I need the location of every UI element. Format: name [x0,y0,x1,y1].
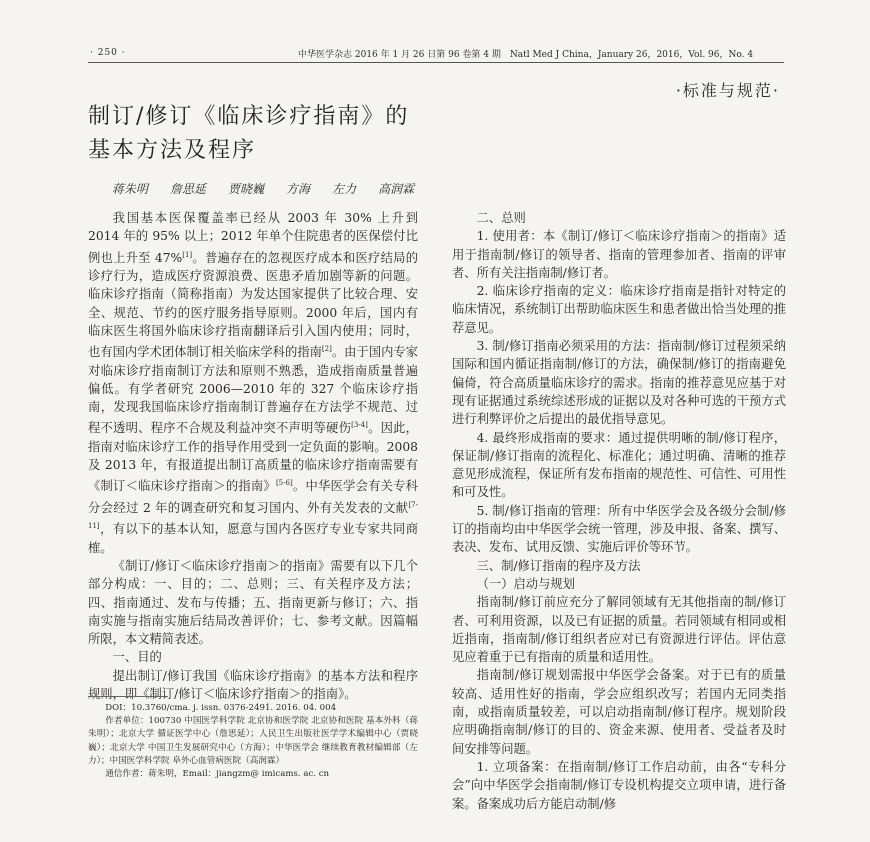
subsection-heading-start: （一）启动与规划 [476,576,575,591]
section-heading-procedure: 三、制/修订指南的程序及方法 [476,558,641,573]
page-number: · 250 · [90,48,126,58]
general-item-5: 5. 制/修订指南的管理：所有中华医学会及各级分会制/修订的指南均由中华医学会统一管理，涉及申报、备案、撰写、表决、发布、试用反馈、实施后评价等环节。 [452,503,786,555]
citation: [7-11] [88,500,418,531]
citation: [2] [321,345,332,354]
header-rule [88,62,784,63]
general-item-3: 3. 制/修订指南必须采用的方法：指南制/修订过程须采纳国际和国内循证指南制/修订的方法，确保制/修订的指南避免偏倚，符合高质量临床诊疗的需求。指南的推荐意见应基于对现有证据通过系统综述形成的证据以及对各种可选的干预方式进行利弊评价之后提出的最优指导意见。 [452,339,786,427]
footnotes [88,702,418,781]
section-heading-general: 二、总则 [476,211,526,225]
affiliation-note: 作者单位：100730 中国医学科学院 北京协和医学院 北京协和医院 基本外科（蒋朱明）；北京大学 循证医学中心（詹思延）；人民卫生出版社医学学术编辑中心（贾晓巍）；北京大学 中国卫生发展研究中心（方海）；中华医学会 继续教育教材编辑部（左力）；中国医学科学院 阜外心血管病医院（高润霖） [88,716,418,766]
journal-header: 中华医学杂志 2016 年 1 月 26 日第 96 卷第 4 期 Natl Med J China，January 26，2016，Vol. 96，No. 4 [298,50,754,60]
purpose-paragraph: 提出制订/修订我国《临床诊疗指南》的基本方法和程序规则，即《制订/修订＜临床诊疗指南＞的指南》。 [88,668,418,701]
author: 贾晓巍 [228,182,265,196]
section-heading-purpose: 一、目的 [112,650,162,665]
section-tag: ·标准与规范· [675,81,780,100]
structure-paragraph: 《制订/修订＜临床诊疗指南＞的指南》需要有以下几个部分构成：一、目的；二、总则；三、有关程序及方法；四、指南通过、发布与传播；五、指南更新与修订；六、指南实施与指南实施后结局改善评价；七、参考文献。因篇幅所限，本文精简表述。 [88,558,418,647]
citation: [5-6] [275,479,293,488]
general-item-4: 4. 最终形成指南的要求：通过提供明晰的制/修订程序，保证制/修订指南的流程化、标准化；通过明确、清晰的推荐意见形成流程，保证所有发布指南的规范性、可信性、可用性和可及性。 [452,430,786,500]
author: 詹思延 [170,182,207,196]
title-line-2: 基本方法及程序 [88,138,257,163]
general-item-2: 2. 临床诊疗指南的定义：临床诊疗指南是指针对特定的临床情况，系统制订出帮助临床医生和患者做出恰当处理的推荐意见。 [452,284,786,335]
procedure-paragraph-1: 指南制/修订前应充分了解同领域有无其他指南的制/修订者、可利用资源，以及已有证据的质量。若同领域有相同或相近指南，指南制/修订组织者应对已有资源进行评估。评估意见应着重于已有指南的质量和适用性。 [452,595,786,665]
doi-line: DOI：10.3760/cma. j. issn. 0376-2491. 2016. 04. 004 [105,703,337,713]
correspondence-note: 通信作者：蒋朱明，Email：jiangzm@ imicams. ac. cn [105,769,330,780]
general-item-1: 1. 使用者：本《制订/修订＜临床诊疗指南＞的指南》适用于指南制/修订的领导者、指南的管理参加者、指南的评审者、所有关注指南制/修订者。 [452,229,786,280]
left-column [88,209,418,703]
procedure-paragraph-3: 1. 立项备案：在指南制/修订工作启动前，由各“专科分会”向中华医学会指南制/修订专设机构提交立项申请，进行备案。备案成功后方能启动制/修 [452,759,786,811]
procedure-paragraph-2: 指南制/修订规划需报中华医学会备案。对于已有的质量较高、适用性好的指南，学会应组织改写；若国内无同类指南，或指南质量较差，可以启动指南制/修订程序。规划阶段应明确指南制/修订的目的、资金来源、使用者、受益者及时间安排等问题。 [452,668,786,756]
citation: [3-4] [351,421,368,430]
author-list [112,180,414,197]
author: 方海 [286,182,311,196]
author: 左力 [332,182,357,196]
citation: [1] [182,250,193,259]
article-title [88,100,409,168]
author: 蒋朱明 [112,182,149,196]
author: 高润霖 [378,182,415,196]
footnote-rule [88,696,168,697]
right-column [452,209,786,813]
intro-paragraph: 我国基本医保覆盖率已经从 2003 年 30% 上升到 2014 年的 95% 以上；2012 年单个住院患者的医保偿付比例也上升至 47%[1]。普遍存在的忽视医疗成本和医疗结局的诊疗行为，造成医疗资源浪费、医患矛盾加剧等新的问题。临床诊疗指南（简称指南）为发达国家提供了比较合理、安全、规范、节约的医疗服务指导原则。2000 年后，国内有临床医生将国外临床诊疗指南翻译后引入国内使用；同时，也有国内学术团体制订相关临床学科的指南[2]。由于国内专家对临床诊疗指南制订方法和原则不熟悉，造成指南质量普遍偏低。有学者研究 2006—2010 年的 327 个临床诊疗指南，发现我国临床诊疗指南制订普遍存在方法学不规范、过程不透明、程序不合规及利益冲突不声明等硬伤[3-4]。因此，指南对临床诊疗工作的指导作用受到一定负面的影响。2008 及 2013 年，有报道提出制订高质量的临床诊疗指南需要有《制订＜临床诊疗指南＞的指南》[5-6]。中华医学会有关专科分会经过 2 年的调查研究和复习国内、外有关发表的文献[7-11]，有以下的基本认知，愿意与国内各医疗专业专家共同商榷。 [88,211,418,555]
title-line-1: 制订/修订《临床诊疗指南》的 [88,104,410,129]
